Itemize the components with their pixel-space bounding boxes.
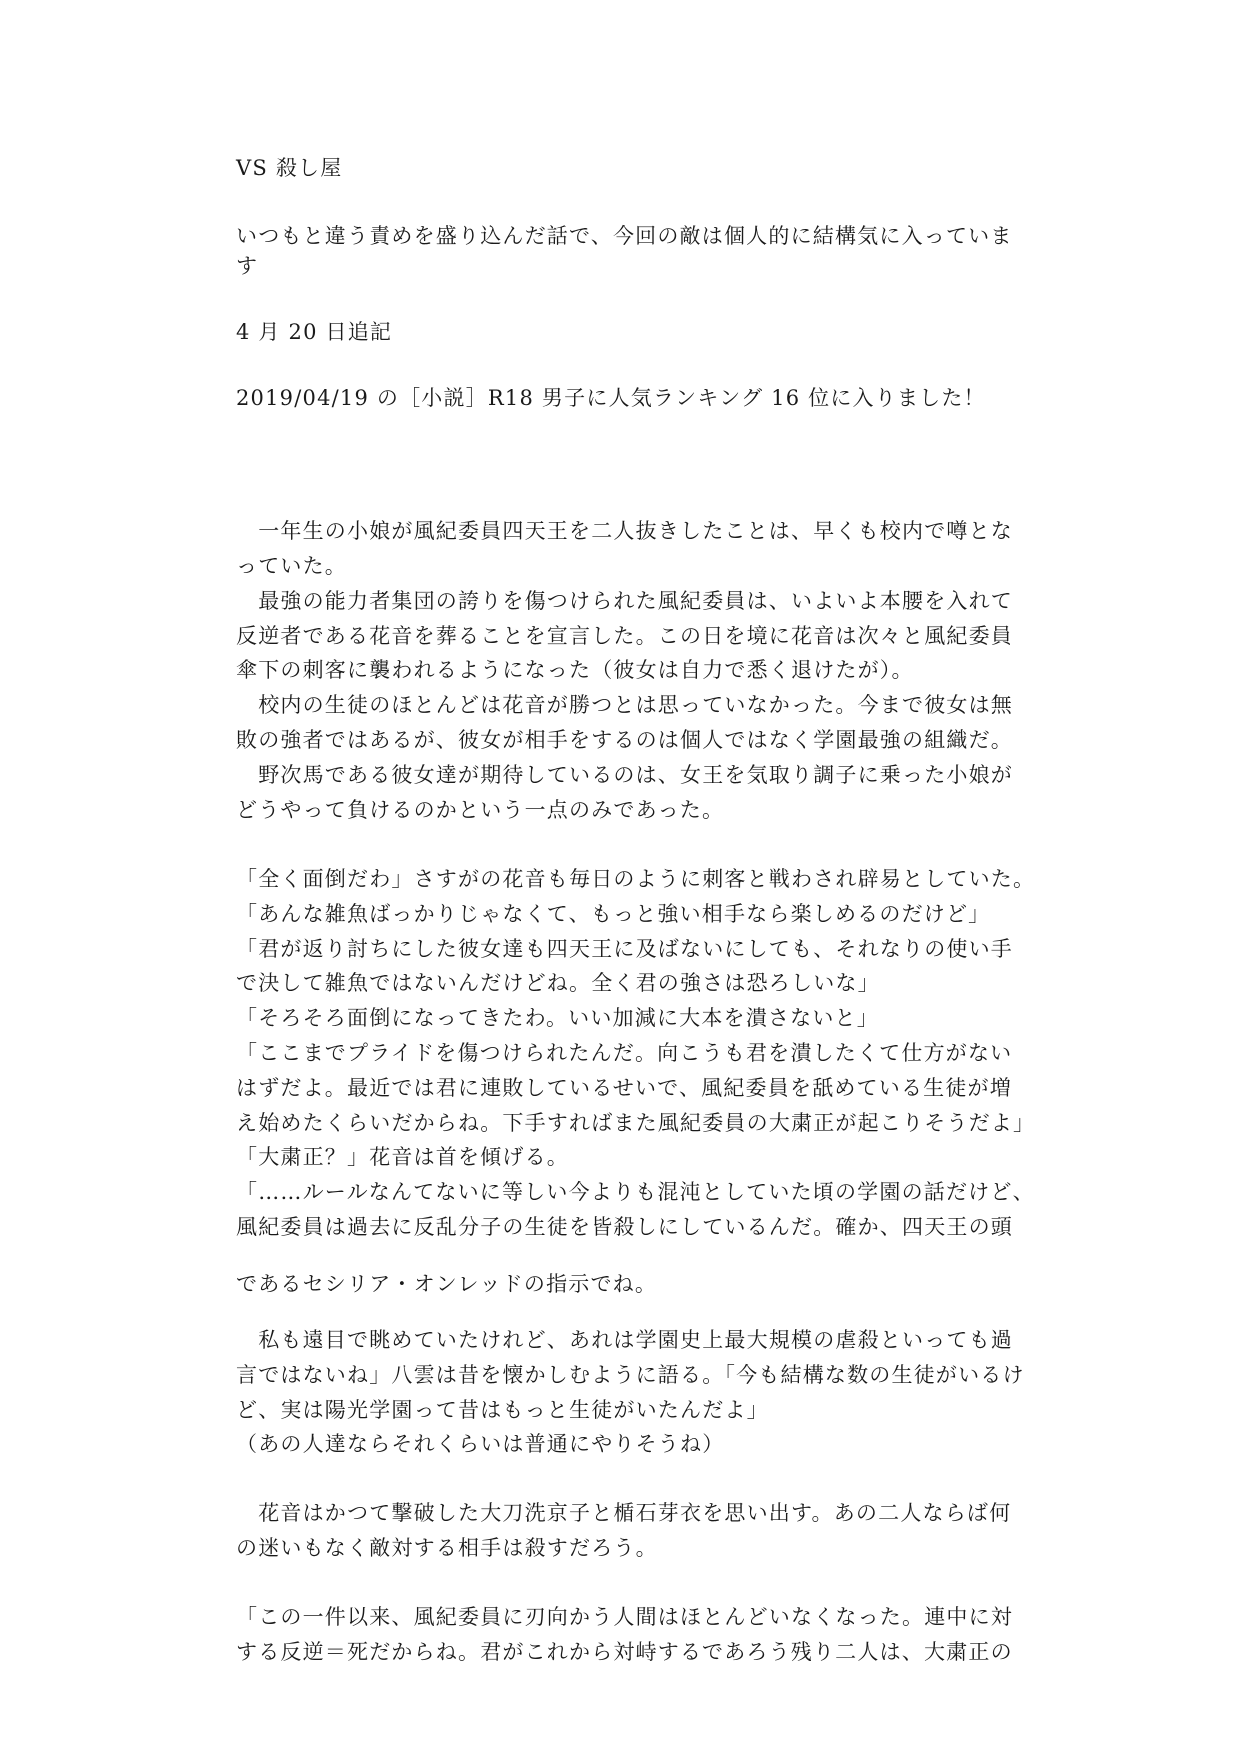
- body-line: どうやって負けるのかという一点のみであった。: [236, 798, 725, 822]
- body-line: 敗の強者ではあるが、彼女が相手をするのは個人ではなく学園最強の組織だ。: [236, 728, 1013, 752]
- addendum-text: 2019/04/19 の［小説］R18 男子に人気ランキング 16 位に入りました！: [236, 386, 986, 410]
- body-line: 「全く面倒だわ」さすがの花音も毎日のように刺客と戦わされ辟易としていた。: [236, 867, 1036, 891]
- body-line: の迷いもなく敵対する相手は殺すだろう。: [236, 1536, 658, 1560]
- body-line: 最強の能力者集団の誇りを傷つけられた風紀委員は、いよいよ本腰を入れて: [236, 589, 1013, 613]
- body-line: 風紀委員は過去に反乱分子の生徒を皆殺しにしているんだ。確か、四天王の頭: [236, 1215, 1013, 1239]
- body-line: 私も遠目で眺めていたけれど、あれは学園史上最大規模の虐殺といっても過: [236, 1328, 1013, 1352]
- body-line: 野次馬である彼女達が期待しているのは、女王を気取り調子に乗った小娘が: [236, 763, 1013, 787]
- addendum-date: 4 月 20 日追記: [236, 320, 393, 344]
- body-line: であるセシリア・オンレッドの指示でね。: [236, 1272, 658, 1296]
- body-line: 「……ルールなんてないに等しい今よりも混沌としていた頃の学園の話だけど、: [236, 1180, 1035, 1204]
- body-line: 一年生の小娘が風紀委員四天王を二人抜きしたことは、早くも校内で噂とな: [236, 519, 1013, 543]
- intro-line: す: [236, 254, 259, 278]
- body-line: 「大粛正？」花音は首を傾げる。: [236, 1145, 569, 1169]
- body-line: 反逆者である花音を葬ることを宣言した。この日を境に花音は次々と風紀委員: [236, 624, 1013, 648]
- body-line: 「そろそろ面倒になってきたわ。いい加減に大本を潰さないと」: [236, 1006, 879, 1030]
- body-line: 校内の生徒のほとんどは花音が勝つとは思っていなかった。今まで彼女は無: [236, 693, 1013, 717]
- body-line: 言ではないね」八雲は昔を懐かしむように語る。「今も結構な数の生徒がいるけ: [236, 1363, 1025, 1387]
- body-line: 傘下の刺客に襲われるようになった（彼女は自力で悉く退けたが）。: [236, 658, 914, 682]
- body-line: 花音はかつて撃破した大刀洗京子と楯石芽衣を思い出す。あの二人ならば何: [236, 1501, 1012, 1525]
- body-line: する反逆＝死だからね。君がこれから対峙するであろう残り二人は、大粛正の: [236, 1640, 1013, 1664]
- body-line: はずだよ。最近では君に連敗しているせいで、風紀委員を舐めている生徒が増: [236, 1076, 1012, 1100]
- body-line: 「君が返り討ちにした彼女達も四天王に及ばないにしても、それなりの使い手: [236, 937, 1013, 961]
- body-line: （あの人達ならそれくらいは普通にやりそうね）: [236, 1432, 725, 1456]
- body-line: 「あんな雑魚ばっかりじゃなくて、もっと強い相手なら楽しめるのだけど」: [236, 902, 991, 926]
- body-line: 「この一件以来、風紀委員に刃向かう人間はほとんどいなくなった。連中に対: [236, 1605, 1013, 1629]
- page-title: VS 殺し屋: [236, 156, 343, 180]
- body-line: ど、実は陽光学園って昔はもっと生徒がいたんだよ」: [236, 1398, 769, 1422]
- body-line: っていた。: [236, 554, 347, 578]
- body-line: え始めたくらいだからね。下手すればまた風紀委員の大粛正が起こりそうだよ」: [236, 1111, 1036, 1135]
- intro-line: いつもと違う責めを盛り込んだ話で、今回の敵は個人的に結構気に入っていま: [236, 224, 1013, 248]
- body-line: で決して雑魚ではないんだけどね。全く君の強さは恐ろしいな」: [236, 971, 880, 995]
- body-line: 「ここまでプライドを傷つけられたんだ。向こうも君を潰したくて仕方がない: [236, 1041, 1013, 1065]
